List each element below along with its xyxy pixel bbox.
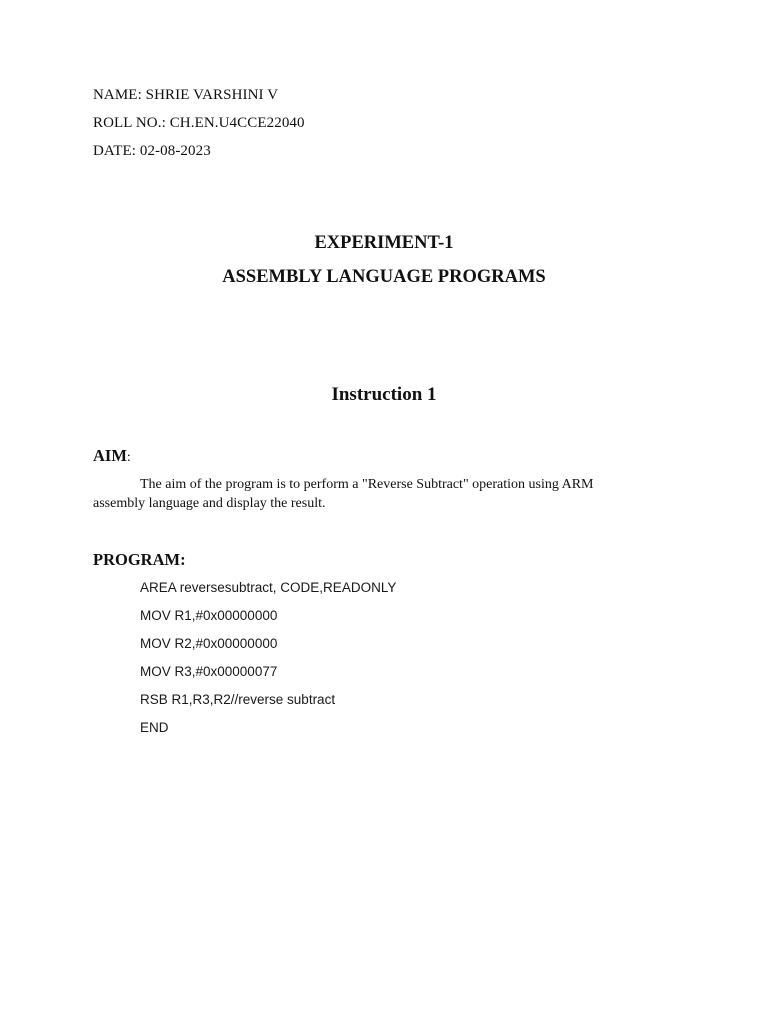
- code-line: END: [140, 720, 169, 735]
- instruction-heading: Instruction 1: [331, 384, 437, 405]
- aim-line-1: The aim of the program is to perform a "Reverse Subtract" operation using ARM: [140, 477, 594, 492]
- experiment-title: EXPERIMENT-1: [314, 233, 454, 253]
- code-line: MOV R3,#0x00000077: [140, 664, 278, 679]
- aim-heading: [93, 446, 131, 466]
- roll-number: ROLL NO.: CH.EN.U4CCE22040: [93, 115, 305, 131]
- aim-paragraph: [93, 475, 653, 513]
- date: DATE: 02-08-2023: [93, 143, 211, 159]
- student-name: NAME: SHRIE VARSHINI V: [93, 87, 279, 103]
- code-line: MOV R2,#0x00000000: [140, 636, 278, 651]
- code-line: RSB R1,R3,R2//reverse subtract: [140, 692, 336, 707]
- code-line: AREA reversesubtract, CODE,READONLY: [140, 580, 397, 595]
- code-line: MOV R1,#0x00000000: [140, 608, 278, 623]
- topic-title: ASSEMBLY LANGUAGE PROGRAMS: [222, 267, 546, 287]
- program-heading: PROGRAM:: [93, 550, 186, 569]
- aim-heading-colon: :: [126, 450, 131, 465]
- aim-heading-label: AIM: [93, 446, 127, 465]
- aim-line-2: assembly language and display the result.: [93, 496, 326, 511]
